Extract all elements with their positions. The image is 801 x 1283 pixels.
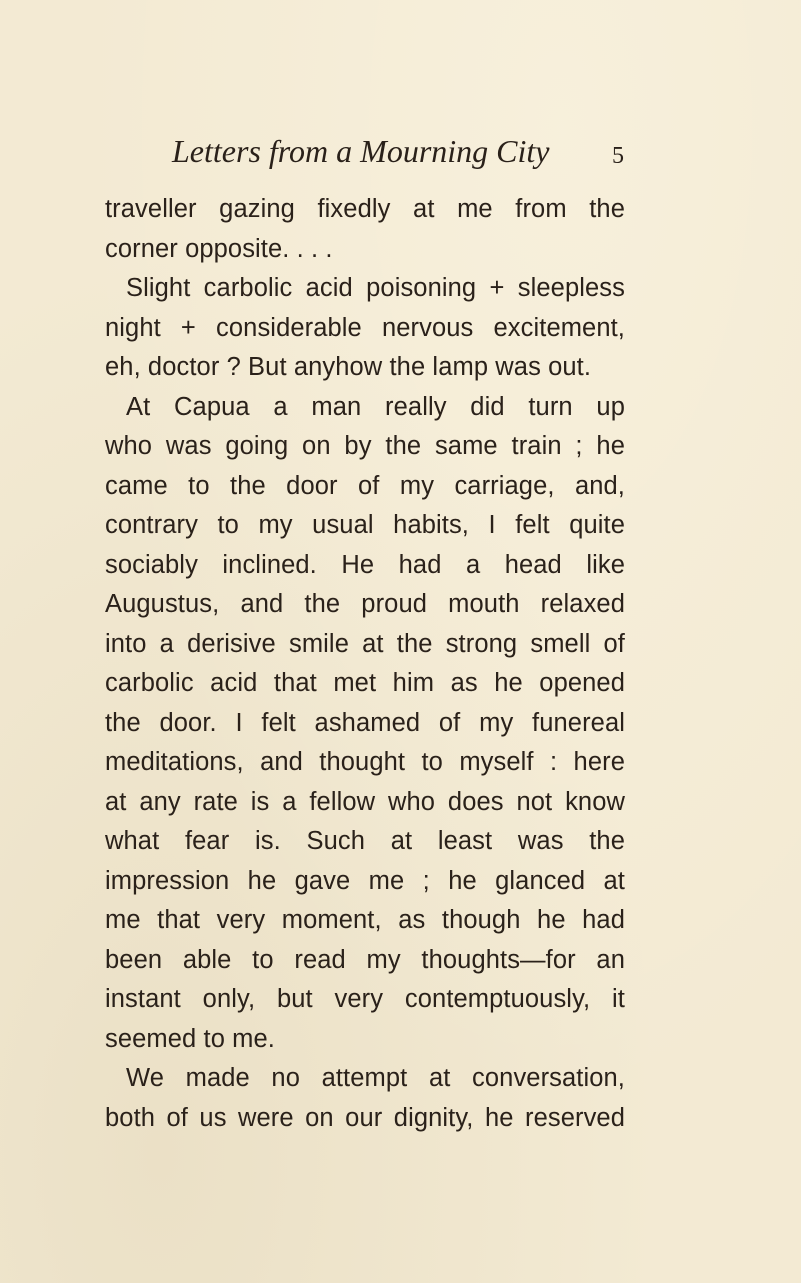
text-line: carbolic acid that met him as he opened (105, 669, 625, 697)
text-line: corner opposite. . . . (105, 234, 333, 263)
page-number: 5 (612, 143, 624, 169)
text-line: into a derisive smile at the strong smell of (105, 629, 625, 658)
text-line: seemed to me. (105, 1024, 275, 1053)
text-line: contrary to my usual habits, I felt quite (105, 511, 625, 539)
text-line: what fear is. Such at least was the (105, 827, 625, 855)
text-line: me that very moment, as though he had (105, 906, 625, 934)
text-line: impression he gave me ; he glanced at (105, 866, 625, 895)
text-line: night + considerable nervous excitement, (105, 313, 625, 342)
text-line: instant only, but very contemptuously, it (105, 985, 625, 1013)
text-line: Slight carbolic acid poisoning + sleepless (126, 274, 625, 302)
page-header (172, 131, 629, 171)
text-line: We made no attempt at conversation, (126, 1064, 625, 1092)
text-line: eh, doctor ? But anyhow the lamp was out. (105, 353, 592, 381)
text-line: meditations, and thought to myself : here (105, 748, 625, 776)
running-title: Letters from a Mourning City (172, 133, 550, 169)
text-line: at any rate is a fellow who does not know (105, 787, 625, 816)
body-text (105, 190, 625, 1138)
text-line: the door. I felt ashamed of my funereal (105, 708, 625, 737)
text-line: been able to read my thoughts—for an (105, 945, 625, 974)
text-line: who was going on by the same train ; he (105, 432, 625, 460)
text-line: At Capua a man really did turn up (126, 392, 625, 421)
text-line: Augustus, and the proud mouth relaxed (105, 590, 625, 618)
text-line: traveller gazing fixedly at me from the (105, 195, 625, 223)
text-line: both of us were on our dignity, he reserved (105, 1103, 625, 1132)
text-line: sociably inclined. He had a head like (105, 550, 625, 579)
text-line: came to the door of my carriage, and, (105, 471, 625, 500)
